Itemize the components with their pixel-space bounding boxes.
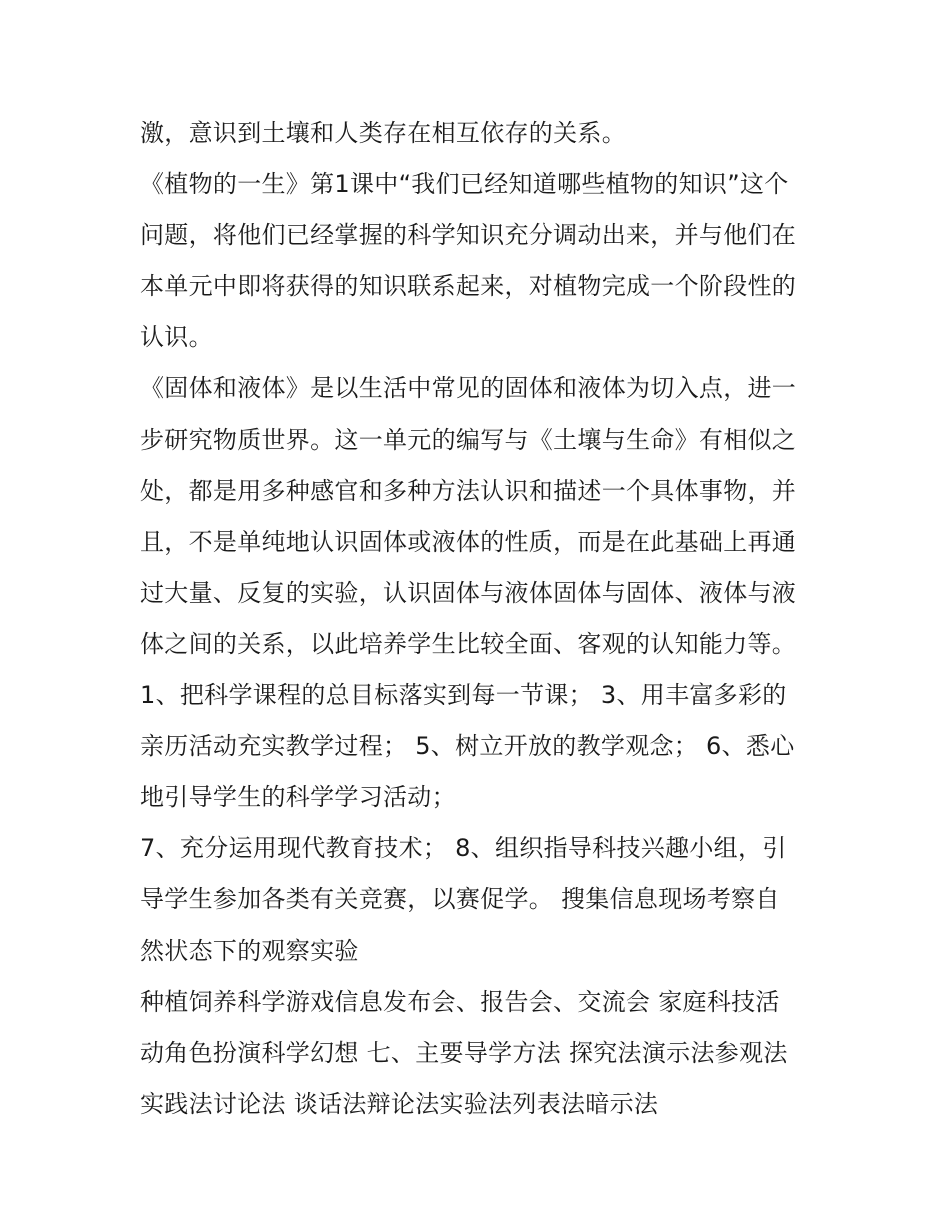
- text-line: 7、充分运用现代教育技术； 8、组织指导科技兴趣小组，引: [140, 834, 787, 863]
- text-line: 种植饲养科学游戏信息发布会、报告会、交流会 家庭科技活: [140, 987, 780, 1016]
- text-line: 《植物的一生》第1课中“我们已经知道哪些植物的知识”这个: [140, 170, 789, 199]
- text-line: 处，都是用多种感官和多种方法认识和描述一个具体事物，并: [140, 476, 797, 505]
- text-line: 《固体和液体》是以生活中常见的固体和液体为切入点，进一: [140, 374, 797, 403]
- text-line: 认识。: [140, 323, 213, 352]
- body-text: [140, 108, 820, 1130]
- text-line: 然状态下的观察实验: [140, 936, 359, 965]
- text-line: 实践法讨论法 谈话法辩论法实验法列表法暗示法: [140, 1089, 659, 1118]
- text-line: 步研究物质世界。这一单元的编写与《土壤与生命》有相似之: [140, 425, 797, 454]
- text-line: 过大量、反复的实验，认识固体与液体固体与固体、液体与液: [140, 578, 797, 607]
- text-line: 激，意识到土壤和人类存在相互依存的关系。: [140, 119, 626, 147]
- text-line: 体之间的关系，以此培养学生比较全面、客观的认知能力等。: [140, 629, 797, 658]
- text-line: 导学生参加各类有关竞赛，以赛促学。 搜集信息现场考察自: [140, 885, 780, 914]
- text-line: 地引导学生的科学学习活动；: [140, 783, 456, 812]
- text-line: 1、把科学课程的总目标落实到每一节课； 3、用丰富多彩的: [140, 681, 787, 710]
- text-line: 动角色扮演科学幻想 七、主要导学方法 探究法演示法参观法: [140, 1038, 788, 1067]
- text-line: 问题，将他们已经掌握的科学知识充分调动出来，并与他们在: [140, 221, 797, 250]
- text-line: 亲历活动充实教学过程； 5、树立开放的教学观念； 6、悉心: [140, 732, 795, 761]
- text-line: 本单元中即将获得的知识联系起来，对植物完成一个阶段性的: [140, 272, 797, 301]
- text-line: 且，不是单纯地认识固体或液体的性质，而是在此基础上再通: [140, 527, 797, 556]
